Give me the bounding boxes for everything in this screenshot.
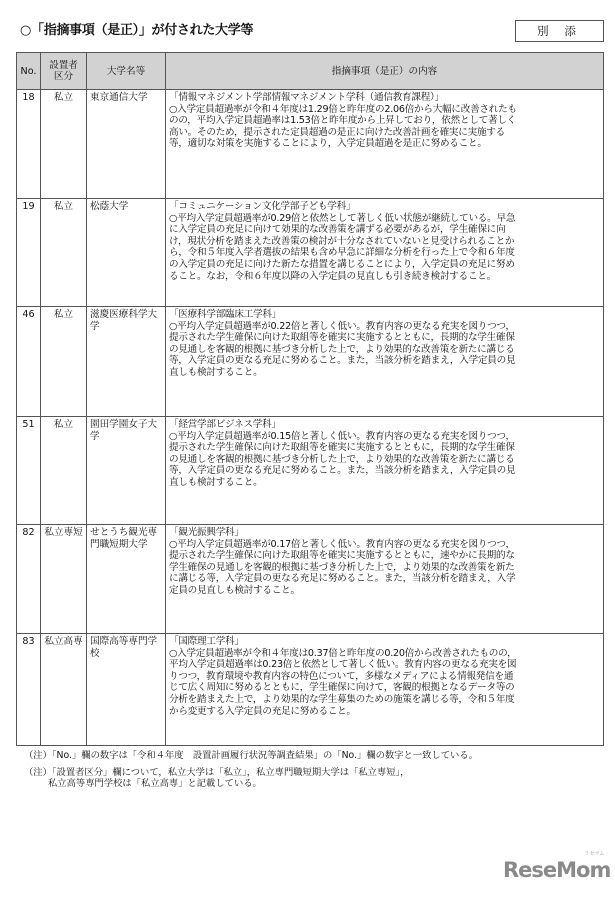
table-row xyxy=(17,199,604,307)
content-line: ○平均入学定員超過率が0.17倍と著しく低い。教育内容の更なる充実を図りつつ， xyxy=(169,538,515,550)
table-header-row xyxy=(17,53,604,90)
row-content xyxy=(166,199,604,307)
content-line: 等，入学定員の更なる充足に努めること。また，当該分析を踏まえ，入学定員の見 xyxy=(169,355,516,367)
row-category: 私立 xyxy=(41,307,87,417)
row-no: 18 xyxy=(17,90,41,199)
content-line: ること。なお，令和６年度以降の入学定員の見直しも引き続き検討すること。 xyxy=(169,270,497,282)
content-line: 提示された学生確保に向けた取組等を確実に実施するとともに，長期的な学生確保 xyxy=(169,332,515,344)
row-content xyxy=(166,90,604,199)
content-line: に入学定員の充足に向けて効果的な改善策を講ずる必要があるが，学生確保に向 xyxy=(169,224,506,236)
row-category: 私立専短 xyxy=(41,525,87,634)
content-line: ○入学定員超過率が令和４年度は0.37倍と昨年度の0.20倍から改善されたものの， xyxy=(169,647,517,659)
content-line: 「コミュニケーション文化学部子ども学科」 xyxy=(169,201,356,212)
row-no: 19 xyxy=(17,199,41,307)
content-line: の見通しを客観的根拠に基づき分析した上で，より効果的な改善策を新たに講じる xyxy=(169,343,515,355)
content-line: 分析を踏まえた上で，より効果的な学生募集のための施策を講じる等，令和５年度 xyxy=(169,693,515,705)
header-category-text: 設置者区分 xyxy=(49,60,78,82)
content-line: 提示された学生確保に向けた取組等を確実に実施するとともに，速やかに長期的な xyxy=(169,550,515,562)
row-category: 私立高専 xyxy=(41,634,87,746)
row-university-name: 園田学園女子大学 xyxy=(87,417,166,525)
row-no: 51 xyxy=(17,417,41,525)
header-name: 大学名等 xyxy=(87,53,166,90)
content-line: ら，令和５年度入学者選抜の結果も含め早急に詳細な分析を行った上で令和６年度 xyxy=(169,247,515,259)
content-line: 提示された学生確保に向けた取組等を確実に実施するとともに，長期的な学生確保 xyxy=(169,442,515,454)
row-category: 私立 xyxy=(41,199,87,307)
findings-table xyxy=(16,52,604,746)
content-line: ○平均入学定員超過率が0.15倍と著しく低い。教育内容の更なる充実を図りつつ， xyxy=(169,430,515,442)
content-line: じて広く周知に努めるとともに，学生確保に向けて，客観的根拠となるデータ等の xyxy=(169,682,515,694)
note-1: （注）「No.」欄の数字は「令和４年度 設置計画履行状況等調査結果」の「No.」欄の数字と一致している。 xyxy=(24,750,478,761)
content-line: のの，平均入学定員超過率は1.53倍と昨年度から上昇しており，依然として著しく xyxy=(169,115,517,127)
content-line: ○平均入学定員超過率が0.29倍と依然として著しく低い状態が継続している。早急 xyxy=(169,212,516,224)
page-title: ○「指摘事項（是正）」が付された大学等 xyxy=(20,23,254,38)
table-row xyxy=(17,307,604,417)
content-line: から変更する入学定員の充足に努めること。 xyxy=(169,705,356,717)
content-line: 「情報マネジメント学部情報マネジメント学科（通信教育課程）」 xyxy=(169,92,444,103)
content-line: に講じる等，入学定員の更なる充足に努めること。また，当該分析を踏まえ，入学 xyxy=(169,573,516,585)
content-line: 直しも検討すること。 xyxy=(169,476,263,488)
header-content: 指摘事項（是正）の内容 xyxy=(166,53,604,90)
content-line: 「観光振興学科」 xyxy=(169,527,244,538)
content-line: りつつ，教育環境や教育内容の特色について，多様なメディアによる情報発信を通 xyxy=(169,670,514,682)
header-no: No. xyxy=(17,53,41,90)
content-line: 「医療科学部臨床工学科」 xyxy=(169,309,282,320)
attachment-label: 別 添 xyxy=(515,20,604,42)
row-no: 46 xyxy=(17,307,41,417)
content-line: ○平均入学定員超過率が0.22倍と著しく低い。教育内容の更なる充実を図りつつ， xyxy=(169,320,515,332)
row-category: 私立 xyxy=(41,90,87,199)
content-line: 定員の見直しも検討すること。 xyxy=(169,584,300,596)
row-content xyxy=(166,417,604,525)
content-line: 等，適切な対策を実施することにより，入学定員超過を是正に努めること。 xyxy=(169,138,487,150)
logo-text: ReseMom xyxy=(503,858,611,882)
content-line: ○入学定員超過率が令和４年度は1.29倍と昨年度の2.06倍から大幅に改善されたも xyxy=(169,103,517,115)
content-line: 平均入学定員超過率は0.23倍と依然として著しく低い。教育内容の更なる充実を図 xyxy=(169,659,517,671)
notes xyxy=(24,750,478,795)
header-category xyxy=(41,53,87,90)
content-line: 「経営学部ビジネス学科」 xyxy=(169,419,281,430)
row-content xyxy=(166,525,604,634)
note-2-line-2: 私立高等専門学校は「私立高専」と記載している。 xyxy=(48,778,262,789)
note-2-line-1: （注）「設置者区分」欄について，私立大学は「私立」，私立専門職短期大学は「私立専短」， xyxy=(24,766,410,778)
row-university-name: 松蔭大学 xyxy=(87,199,166,307)
content-line: け，現状分析を踏まえた改善策の検討が十分なされていないと見受けられることか xyxy=(169,235,515,247)
note-2 xyxy=(24,767,478,790)
content-line: 学生確保の見通しを客観的根拠に基づき分析した上で，より効果的な改善策を新た xyxy=(169,561,515,573)
logo-ruby: リセマム xyxy=(584,851,605,857)
content-line: 「国際理工学科」 xyxy=(169,636,244,647)
table-row xyxy=(17,417,604,525)
content-line: の見通しを客観的根拠に基づき分析した上で，より効果的な改善策を新たに講じる xyxy=(169,453,515,465)
row-university-name: 滋慶医療科学大学 xyxy=(87,307,166,417)
content-line: 直しも検討すること。 xyxy=(169,366,263,378)
table-row xyxy=(17,525,604,634)
row-no: 83 xyxy=(17,634,41,746)
row-category: 私立 xyxy=(41,417,87,525)
content-line: の入学定員の充足に向けた新たな措置を講じることにより，入学定員の充足に努め xyxy=(169,258,515,270)
content-line: 等，入学定員の更なる充足に努めること。また，当該分析を踏まえ，入学定員の見 xyxy=(169,465,516,477)
row-university-name: せとうち観光専門職短期大学 xyxy=(87,525,166,634)
row-content xyxy=(166,307,604,417)
content-line: 高い。そのため，提示された定員超過の是正に向けた改善計画を確実に実施する xyxy=(169,126,505,138)
row-content xyxy=(166,634,604,746)
resemom-logo xyxy=(503,851,611,882)
table-row xyxy=(17,634,604,746)
table-row xyxy=(17,90,604,199)
row-university-name: 東京通信大学 xyxy=(87,90,166,199)
row-university-name: 国際高等専門学校 xyxy=(87,634,166,746)
row-no: 82 xyxy=(17,525,41,634)
